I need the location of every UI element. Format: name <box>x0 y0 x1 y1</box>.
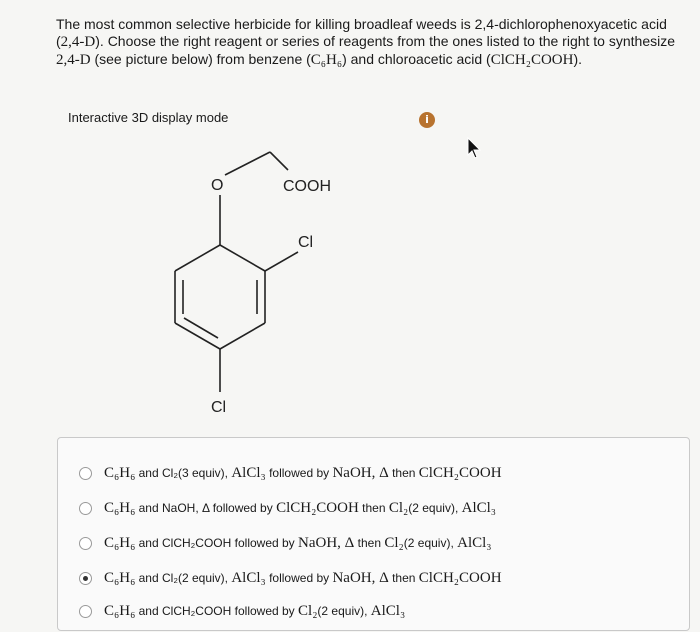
answer-options-panel <box>57 437 690 631</box>
ring-double-bond <box>184 318 218 338</box>
ring-bond <box>220 245 265 271</box>
radio-button[interactable] <box>79 502 92 515</box>
answer-option-3[interactable] <box>58 526 689 560</box>
ring-bond <box>220 323 265 349</box>
atom-label-oxygen: O <box>211 177 224 194</box>
answer-option-2[interactable] <box>58 491 689 525</box>
atom-label-cl-para: Cl <box>211 399 227 415</box>
option-label: C₆H₆ and Cl₂(3 equiv), AlCl₃ followed by NaOH, Δ then ClCH₂COOH <box>104 464 502 481</box>
answer-option-1[interactable] <box>58 456 689 490</box>
mouse-cursor-icon <box>466 137 482 159</box>
ring-bond <box>175 245 220 271</box>
radio-button[interactable] <box>79 605 92 618</box>
radio-button-selected[interactable] <box>79 572 92 585</box>
info-icon[interactable]: i <box>419 112 435 128</box>
option-label: C₆H₆ and Cl₂(2 equiv), AlCl₃ followed by NaOH, Δ then ClCH₂COOH <box>104 569 502 586</box>
answer-option-5[interactable] <box>58 594 689 628</box>
answer-option-4[interactable] <box>58 561 689 595</box>
atom-label-cooh: COOH <box>283 178 331 195</box>
bond-o-ch2 <box>225 152 270 175</box>
display-mode-label: Interactive 3D display mode <box>68 110 229 125</box>
radio-button[interactable] <box>79 467 92 480</box>
radio-button[interactable] <box>79 537 92 550</box>
bond-cl-ortho <box>265 252 298 271</box>
option-label: C₆H₆ and ClCH₂COOH followed by NaOH, Δ then Cl₂(2 equiv), AlCl₃ <box>104 534 492 551</box>
molecule-structure-2-4-d[interactable] <box>130 140 370 415</box>
option-label: C₆H₆ and NaOH, Δ followed by ClCH₂COOH then Cl₂(2 equiv), AlCl₃ <box>104 499 497 516</box>
option-label: C₆H₆ and ClCH₂COOH followed by Cl₂(2 equiv), AlCl₃ <box>104 602 406 619</box>
bond-ch2-cooh <box>270 152 288 170</box>
atom-label-cl-ortho: Cl <box>298 234 314 251</box>
question-text: The most common selective herbicide for killing broadleaf weeds is 2,4-dichlorophenoxyacetic acid (2,4-D). Choose the right reagent or series of reagents from the ones listed to the right to synthesize 2,4-D (see picture below) from benzene (C₆H₆) and chloroacetic acid (ClCH₂COOH). <box>56 16 676 68</box>
